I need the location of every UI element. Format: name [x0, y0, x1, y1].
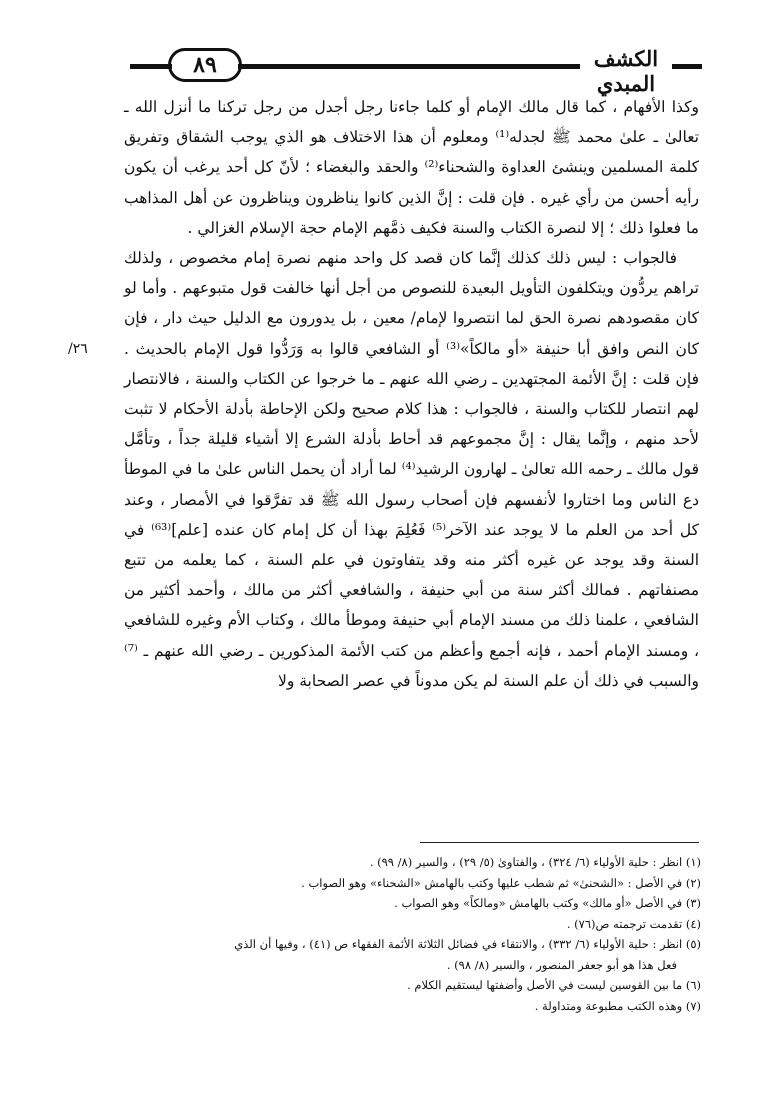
manuscript-folio-note: ٢٦/: [68, 341, 88, 357]
paragraph: فالجواب : ليس ذلك كذلك إنَّما كان قصد كل واحد منهم نصرة إمام مخصوص ، ولذلك تراهم يردُّون ويتكلفون التأويل البعيدة للنصوص من أجل أنها خالفت قول متبوعهم . وأما لو كان مقصودهم نصرة الحق لما انتصروا لإمام/ معين ، بل يدورون مع الدليل حيث دار ، فإن كان النص وافق أبا حنيفة «أو مالكاً»⁽³⁾ أو الشافعي قالوا به وَرَدُّوا قول الإمام بالحديث . فإن قلت : إنَّ الأئمة المجتهدين ـ رضي الله عنهم ـ ما خرجوا عن الكتاب والسنة ، فالانتصار لهم انتصار للكتاب والسنة ، فالجواب : هذا كلام صحيح ولكن الإحاطة بأدلة الأحكام لا تثبت لأحد منهم ، وإنَّما يقال : إنَّ مجموعهم قد أحاط بأدلة الشرع إلا أشياء قليلة جداً ، وتأمَّل قول مالك ـ رحمه الله تعالىٰ ـ لهارون الرشيد⁽⁴⁾ لما أراد أن يحمل الناس علىٰ ما في الموطأ دع الناس وما اختاروا لأنفسهم فإن أصحاب رسول الله ﷺ قد تفرَّقوا في الأمصار ، وعند كل أحد من العلم ما لا يوجد عند الآخر⁽⁵⁾ فَعُلِمَ بهذا أن كل إمام كان عنده [علم]⁽⁶³⁾ في السنة وقد يوجد عن غيره أكثر منه وقد يتفاوتون في علم السنة ، كما يعلمه من تتبع مصنفاتهم . فمالك أكثر سنة من أبي حنيفة ، والشافعي أكثر من مالك ، وأحمد أكثير من الشافعي ، علمنا ذلك من مسند الإمام أبي حنيفة وموطأ مالك ، وكتاب الأم وغيره للشافعي ، ومسند الإمام أحمد ، فإنه أجمع وأعظم من كتب الأئمة المذكورين ـ رضي الله عنهم ـ ⁽⁷⁾ والسبب في ذلك أن علم السنة لم يكن مدوناً في عصر الصحابة ولا: [124, 249, 699, 690]
footnote-separator: [420, 842, 699, 843]
main-text: [124, 92, 699, 696]
footnote: (٢) في الأصل : «الشحنىٰ» ثم شطب عليها وكتب بالهامش «الشحناء» وهو الصواب .: [301, 875, 701, 890]
page-number: ٨٩: [168, 48, 242, 82]
header-rule-left: [130, 64, 172, 69]
footnote: (٧) وهذه الكتب مطبوعة ومتداولة .: [534, 998, 701, 1013]
header-rule-middle: [238, 64, 580, 69]
footnote-continuation: فعل هذا هو أبو جعفر المنصور ، والسير (٨/ ٩٨) .: [446, 957, 677, 972]
page-header: [0, 42, 759, 96]
footnotes: [150, 852, 701, 1016]
footnote: (٣) في الأصل «أو مالك» وكتب بالهامش «ومالكاً» وهو الصواب .: [394, 896, 701, 910]
footnote: (٥) انظر : حلية الأولياء (٦/ ٣٣٢) ، والانتقاء في فضائل الثلاثة الأئمة الفقهاء ص (٤١) ، وفيها أن الذي: [234, 937, 701, 951]
footnote: (٦) ما بين القوسين ليست في الأصل وأضفتها ليستقيم الكلام .: [407, 978, 701, 992]
footnote: (١) انظر : حلية الأولياء (٦/ ٣٢٤) ، والفتاوىٰ (٥/ ٢٩) ، والسير (٨/ ٩٩) .: [369, 855, 701, 869]
paragraph: وكذا الأفهام ، كما قال مالك الإمام أو كلما جاءنا رجل أجدل من رجل تركنا ما أنزل الله ـ تعالىٰ ـ علىٰ محمد ﷺ لجدله⁽¹⁾ ومعلوم أن هذا الاختلاف هو الذي يوجب الشقاق وتفريق كلمة المسلمين وينشئ العداوة والشحناء⁽²⁾ والحقد والبغضاء ؛ لأنّ كل أحد يرغب أن يكون رأيه أحسن من رأي غيره . فإن قلت : إنَّ الذين كانوا يناظرون ويناظرون عن أهل المذاهب ما فعلوا ذلك ؛ إلا لنصرة الكتاب والسنة فكيف ذمَّهم الإمام حجة الإسلام الغزالي .: [124, 98, 699, 237]
footnote: (٤) تقدمت ترجمته ص(٧٦) .: [566, 916, 701, 931]
header-rule-right: [672, 64, 702, 69]
running-title: الكشف المبدي: [593, 46, 659, 96]
